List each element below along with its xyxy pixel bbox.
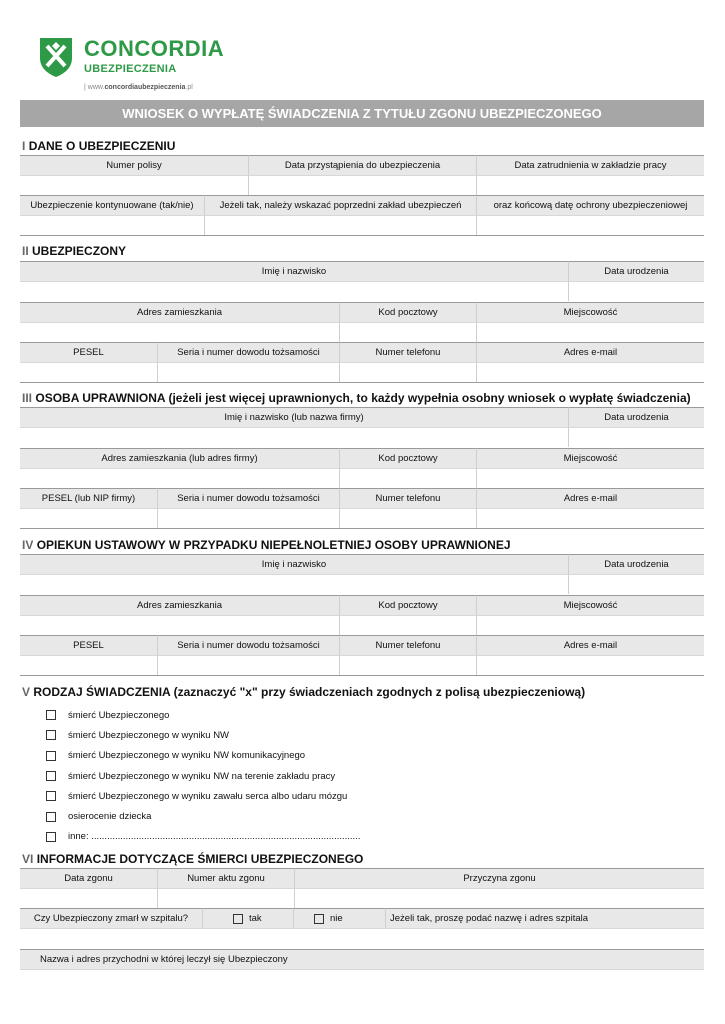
beneficiary-pesel-field[interactable] (20, 508, 157, 528)
header-cell: Miejscowość (476, 302, 704, 322)
s4-header-row-1 (20, 554, 704, 574)
section-3-title: III OSOBA UPRAWNIONA (jeżeli jest więcej uprawnionych, to każdy wypełnia osobny wniosek o wypłatę świadczenia) (22, 391, 691, 405)
header-cell: Numer polisy (20, 155, 248, 175)
beneficiary-email-field[interactable] (476, 508, 704, 528)
insured-address-field[interactable] (20, 322, 339, 342)
join-date-field[interactable] (248, 175, 476, 195)
beneficiary-phone-field[interactable] (339, 508, 476, 528)
header-cell: Data przystąpienia do ubezpieczenia (248, 155, 476, 175)
header-cell: Miejscowość (476, 595, 704, 615)
clinic-field[interactable] (20, 969, 704, 989)
s6-clinic-input-row (20, 969, 704, 989)
policy-number-field[interactable] (20, 175, 248, 195)
header-cell: Adres e-mail (476, 488, 704, 508)
insured-phone-field[interactable] (339, 362, 476, 382)
coverage-end-field[interactable] (476, 215, 704, 235)
header-cell: Jeżeli tak, należy wskazać poprzedni zakład ubezpieczeń (204, 195, 476, 215)
benefit-option[interactable]: osierocenie dziecka (46, 806, 360, 826)
header-cell: Data urodzenia (568, 407, 704, 427)
header-cell: Imię i nazwisko (lub nazwa firmy) (20, 407, 568, 427)
hospital-name-field[interactable] (20, 928, 704, 948)
hospital-question: Czy Ubezpieczony zmarł w szpitalu? (20, 908, 202, 928)
s1-input-row-2 (20, 215, 704, 235)
checkbox[interactable] (46, 710, 56, 720)
hospital-yes-option[interactable]: tak (202, 908, 293, 928)
header-cell: Ubezpieczenie kontynuowane (tak/nie) (20, 195, 204, 215)
header-cell: Numer telefonu (339, 488, 476, 508)
benefit-option[interactable]: śmierć Ubezpieczonego w wyniku NW (46, 725, 360, 745)
s4-header-row-3 (20, 635, 704, 655)
divider (20, 382, 704, 383)
section-1-title: I DANE O UBEZPIECZENIU (22, 139, 176, 153)
benefit-option[interactable]: inne: ...................................................................................................... (46, 827, 360, 847)
brand-name: CONCORDIA (84, 36, 225, 61)
header-cell: Imię i nazwisko (20, 261, 568, 281)
divider (20, 675, 704, 676)
benefit-type-list (46, 705, 360, 847)
header-cell: Seria i numer dowodu tożsamości (157, 342, 339, 362)
insured-birthdate-field[interactable] (568, 281, 704, 301)
death-date-field[interactable] (20, 888, 157, 908)
s4-input-row-2 (20, 615, 704, 635)
s3-header-row-1 (20, 407, 704, 427)
checkbox[interactable] (46, 832, 56, 842)
benefit-option[interactable]: śmierć Ubezpieczonego w wyniku NW na terenie zakładu pracy (46, 766, 360, 786)
insured-id-field[interactable] (157, 362, 339, 382)
checkbox[interactable] (46, 771, 56, 781)
header-cell: Kod pocztowy (339, 595, 476, 615)
guardian-phone-field[interactable] (339, 655, 476, 675)
beneficiary-address-field[interactable] (20, 468, 339, 488)
s2-header-row-3 (20, 342, 704, 362)
section-6-title: VI INFORMACJE DOTYCZĄCE ŚMIERCI UBEZPIECZONEGO (22, 852, 364, 866)
death-cause-field[interactable] (294, 888, 704, 908)
s6-hospital-input-row (20, 928, 704, 948)
s3-header-row-3 (20, 488, 704, 508)
header-cell: Numer telefonu (339, 635, 476, 655)
guardian-email-field[interactable] (476, 655, 704, 675)
hospital-note: Jeżeli tak, proszę podać nazwę i adres szpitala (385, 908, 704, 928)
header-cell: Data zgonu (20, 868, 157, 888)
divider (20, 235, 704, 236)
s4-header-row-2 (20, 595, 704, 615)
insured-city-field[interactable] (476, 322, 704, 342)
benefit-option[interactable]: śmierć Ubezpieczonego w wyniku NW komunikacyjnego (46, 746, 360, 766)
header-cell: Miejscowość (476, 448, 704, 468)
brand-subtitle: UBEZPIECZENIA (84, 63, 177, 75)
guardian-city-field[interactable] (476, 615, 704, 635)
header-cell: Numer telefonu (339, 342, 476, 362)
guardian-id-field[interactable] (157, 655, 339, 675)
header-cell: Adres e-mail (476, 635, 704, 655)
guardian-birthdate-field[interactable] (568, 574, 704, 594)
previous-insurer-field[interactable] (204, 215, 476, 235)
clinic-label: Nazwa i adres przychodni w której leczył się Ubezpieczony (20, 949, 704, 969)
s6-clinic-row (20, 949, 704, 969)
checkbox[interactable] (46, 730, 56, 740)
s3-input-row-2 (20, 468, 704, 488)
section-5-title: V RODZAJ ŚWIADCZENIA (zaznaczyć "x" przy świadczeniach zgodnych z polisą ubezpieczeniową) (22, 685, 586, 699)
header-cell: Imię i nazwisko (20, 554, 568, 574)
beneficiary-postcode-field[interactable] (339, 468, 476, 488)
section-2-title: II UBEZPIECZONY (22, 244, 127, 258)
header-cell: PESEL (lub NIP firmy) (20, 488, 157, 508)
guardian-pesel-field[interactable] (20, 655, 157, 675)
s6-hospital-row (20, 908, 704, 928)
beneficiary-city-field[interactable] (476, 468, 704, 488)
insured-pesel-field[interactable] (20, 362, 157, 382)
header-cell: Kod pocztowy (339, 448, 476, 468)
checkbox[interactable] (314, 914, 324, 924)
header-cell: Data urodzenia (568, 261, 704, 281)
s4-input-row-3 (20, 655, 704, 675)
header-cell: Adres zamieszkania (lub adres firmy) (20, 448, 339, 468)
header-cell: Seria i numer dowodu tożsamości (157, 635, 339, 655)
insured-name-field[interactable] (20, 281, 568, 301)
concordia-logo-icon (38, 36, 74, 78)
header-cell: oraz końcową datę ochrony ubezpieczeniowej (476, 195, 704, 215)
benefit-option[interactable]: śmierć Ubezpieczonego (46, 705, 360, 725)
continued-field[interactable] (20, 215, 204, 235)
company-logo (38, 36, 238, 96)
s1-header-row-1 (20, 155, 704, 175)
insured-postcode-field[interactable] (339, 322, 476, 342)
brand-url: | www.concordiaubezpieczenia.pl (84, 84, 193, 91)
guardian-postcode-field[interactable] (339, 615, 476, 635)
s3-header-row-2 (20, 448, 704, 468)
header-cell: Numer aktu zgonu (157, 868, 294, 888)
s3-input-row-3 (20, 508, 704, 528)
header-cell: Kod pocztowy (339, 302, 476, 322)
header-cell: PESEL (20, 635, 157, 655)
section-4-title: IV OPIEKUN USTAWOWY W PRZYPADKU NIEPEŁNOLETNIEJ OSOBY UPRAWNIONEJ (22, 538, 511, 552)
form-title: WNIOSEK O WYPŁATĘ ŚWIADCZENIA Z TYTUŁU ZGONU UBEZPIECZONEGO (20, 100, 704, 127)
header-cell: Seria i numer dowodu tożsamości (157, 488, 339, 508)
header-cell: Adres e-mail (476, 342, 704, 362)
s6-header-row-1 (20, 868, 704, 888)
s2-input-row-3 (20, 362, 704, 382)
checkbox[interactable] (46, 812, 56, 822)
checkbox[interactable] (46, 791, 56, 801)
header-cell: PESEL (20, 342, 157, 362)
header-cell: Data zatrudnienia w zakładzie pracy (476, 155, 704, 175)
s2-header-row-2 (20, 302, 704, 322)
divider (20, 528, 704, 529)
header-cell: Data urodzenia (568, 554, 704, 574)
header-cell: Przyczyna zgonu (294, 868, 704, 888)
checkbox[interactable] (233, 914, 243, 924)
header-cell: Adres zamieszkania (20, 302, 339, 322)
s2-input-row-2 (20, 322, 704, 342)
s1-header-row-2 (20, 195, 704, 215)
beneficiary-birthdate-field[interactable] (568, 427, 704, 447)
s4-input-row-1 (20, 574, 704, 594)
s6-input-row-1 (20, 888, 704, 908)
guardian-address-field[interactable] (20, 615, 339, 635)
checkbox[interactable] (46, 751, 56, 761)
benefit-option[interactable]: śmierć Ubezpieczonego w wyniku zawału serca albo udaru mózgu (46, 786, 360, 806)
s1-input-row-1 (20, 175, 704, 195)
guardian-name-field[interactable] (20, 574, 568, 594)
s2-header-row-1 (20, 261, 704, 281)
death-certificate-field[interactable] (157, 888, 294, 908)
s3-input-row-1 (20, 427, 704, 447)
insured-email-field[interactable] (476, 362, 704, 382)
beneficiary-name-field[interactable] (20, 427, 568, 447)
employment-date-field[interactable] (476, 175, 704, 195)
header-cell: Adres zamieszkania (20, 595, 339, 615)
s2-input-row-1 (20, 281, 704, 301)
beneficiary-id-field[interactable] (157, 508, 339, 528)
hospital-no-option[interactable]: nie (293, 908, 385, 928)
